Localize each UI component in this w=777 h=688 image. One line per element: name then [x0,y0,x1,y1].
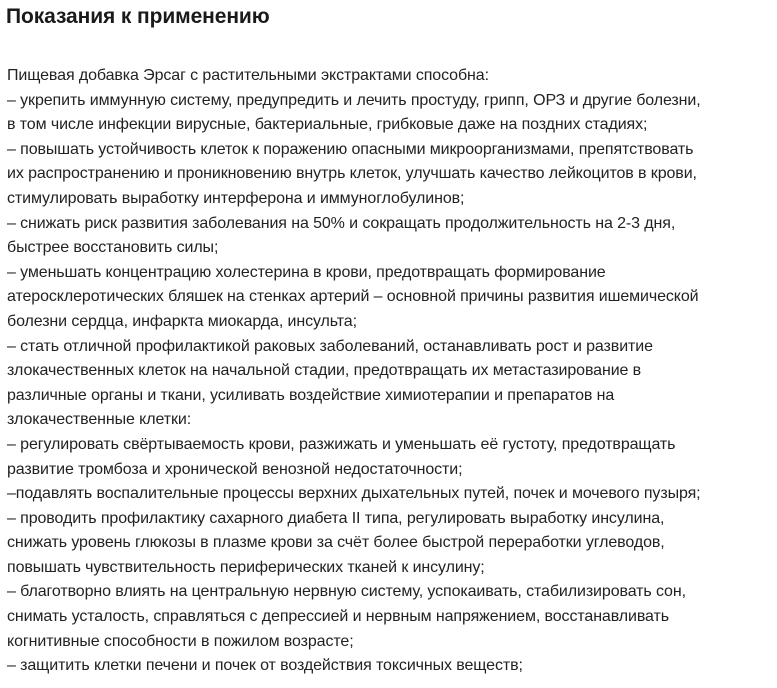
text-line: – благотворно влиять на центральную нервную систему, успокаивать, стабилизировать сон, [7,583,686,601]
text-line: снижать уровень глюкозы в плазме крови за счёт более быстрой переработки углеводов, [7,534,665,552]
indications-text [7,64,775,679]
text-line: – уменьшать концентрацию холестерина в крови, предотвращать формирование [7,263,606,281]
text-line: – проводить профилактику сахарного диабета II типа, регулировать выработку инсулина, [7,509,665,527]
text-line: злокачественные клетки: [7,411,192,429]
text-line: – защитить клетки печени и почек от воздействия токсичных веществ; [7,657,523,675]
text-line: – стать отличной профилактикой раковых заболеваний, останавливать рост и развитие [7,337,653,355]
text-line: различные органы и ткани, усиливать воздействие химиотерапии и препаратов на [7,386,615,404]
text-line: когнитивные способности в пожилом возрасте; [7,632,354,650]
text-line: быстрее восстановить силы; [7,239,219,257]
text-line: – укрепить иммунную систему, предупредить и лечить простуду, грипп, ОРЗ и другие болезни, [7,91,701,109]
text-line: злокачественных клеток на начальной стадии, предотвращать их метастазирование в [7,362,642,380]
text-line: Пищевая добавка Эрсаг с растительными экстрактами способна: [7,67,489,84]
text-line: снимать усталость, справляться с депрессией и нервным напряжением, восстанавливать [7,608,669,626]
text-line: развитие тромбоза и хронической венозной недостаточности; [7,460,463,478]
text-line: стимулировать выработку интерферона и иммуноглобулинов; [7,189,465,207]
text-line: атеросклеротических бляшек на стенках артерий – основной причины развития ишемической [7,288,699,306]
text-line: их распространению и проникновению внутрь клеток, улучшать качество лейкоцитов в крови, [7,165,697,183]
text-line: повышать чувствительность периферических тканей к инсулину; [7,558,485,576]
text-line: – снижать риск развития заболевания на 50% и сокращать продолжительность на 2-3 дня, [7,214,676,232]
section-heading: Показания к применению [6,5,270,28]
text-line: в том числе инфекции вирусные, бактериальные, грибковые даже на поздних стадиях; [7,116,648,134]
text-line: – повышать устойчивость клеток к поражению опасными микроорганизмами, препятствовать [7,140,694,158]
text-line: – регулировать свёртываемость крови, разжижать и уменьшать её густоту, предотвращать [7,435,676,453]
text-line: –подавлять воспалительные процессы верхних дыхательных путей, почек и мочевого пузыря; [7,485,701,503]
text-line: болезни сердца, инфаркта миокарда, инсульта; [7,312,357,330]
